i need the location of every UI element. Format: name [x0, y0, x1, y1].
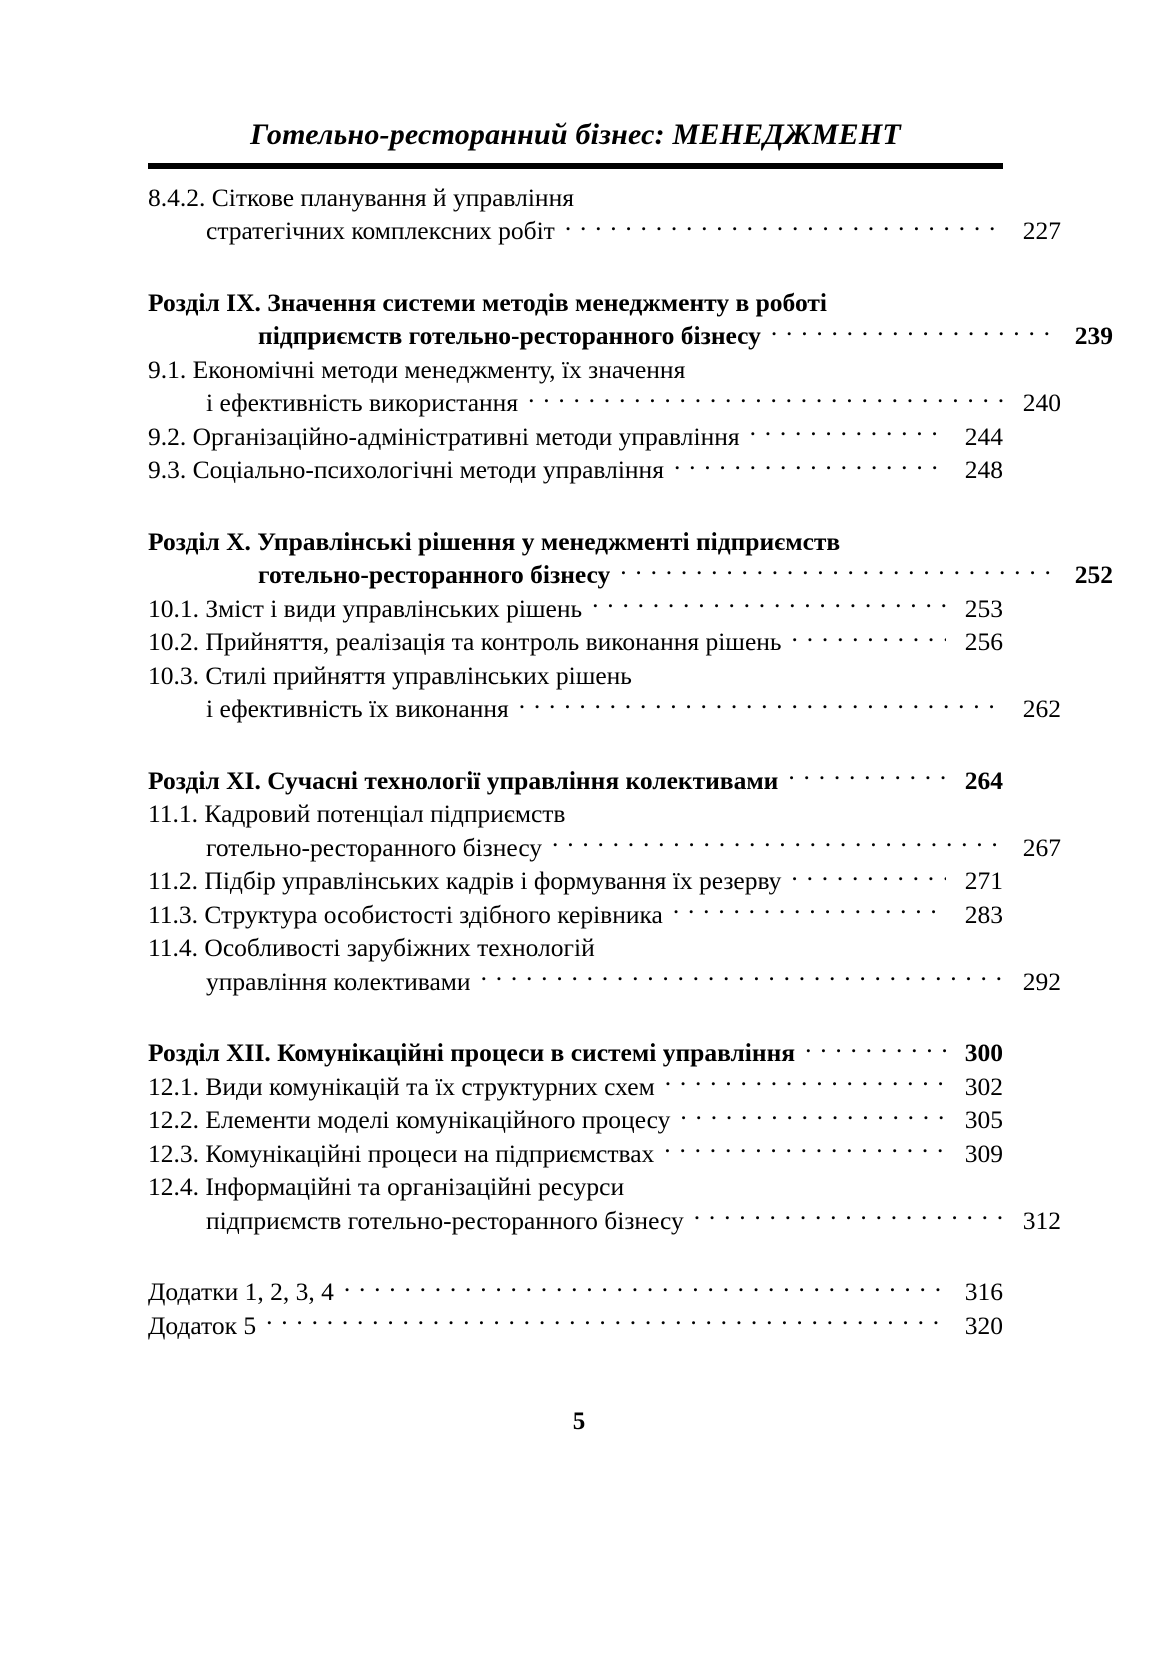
toc-entry-title: Додаток 5 [148, 1310, 257, 1340]
toc-item-entry[interactable] [148, 797, 1003, 831]
toc-item-entry[interactable] [148, 1170, 1003, 1204]
toc-entry-title: стратегічних комплексних робіт [206, 216, 555, 245]
toc-entry-title: Розділ XII. Комунікаційні процеси в системі управління [148, 1038, 796, 1067]
toc-entry-title: 12.4. Інформаційні та організаційні ресурси [148, 1172, 625, 1201]
toc-chapter-entry[interactable] [148, 1036, 1003, 1070]
toc-entry-title: 10.2. Прийняття, реалізація та контроль виконання рішень [148, 627, 782, 656]
toc-entry-title: 11.1. Кадровий потенціал підприємств [148, 799, 566, 828]
toc-leader-dots [266, 1308, 946, 1334]
toc-leader-dots [771, 319, 1056, 345]
toc-leader-dots [791, 864, 946, 890]
toc-entry-title: Додатки 1, 2, 3, 4 [148, 1277, 334, 1306]
toc-entry-title: і ефективність їх виконання [206, 694, 509, 723]
toc-item-entry[interactable] [148, 180, 1003, 214]
toc-entry-title: 12.3. Комунікаційні процеси на підприємствах [148, 1138, 655, 1168]
toc-entry-page-number: 309 [964, 1138, 1003, 1168]
toc-entry-title: готельно-ресторанного бізнесу [206, 832, 543, 862]
toc-item-entry[interactable] [148, 692, 1061, 726]
toc-entry-title: і ефективність використання [206, 388, 519, 417]
toc-leader-dots [552, 830, 1004, 856]
toc-entry-title: 11.2. Підбір управлінських кадрів і формування їх резерву [148, 866, 782, 895]
toc-item-entry[interactable] [148, 931, 1003, 965]
toc-entry-title: 11.4. Особливості зарубіжних технологій [148, 933, 595, 962]
toc-leader-dots [481, 964, 1004, 990]
toc-entry-page-number: 227 [1022, 216, 1061, 245]
toc-entry-title: готельно-ресторанного бізнесу [258, 560, 611, 589]
toc-entry-page-number: 300 [964, 1038, 1003, 1067]
toc-entry-title: 10.1. Зміст і види управлінських рішень [148, 593, 583, 623]
toc-item-entry[interactable] [148, 419, 1003, 453]
toc-entry-title: 12.1. Види комунікацій та їх структурних схем [148, 1071, 655, 1101]
toc-leader-dots [837, 285, 946, 311]
toc-chapter-entry[interactable] [148, 524, 1003, 558]
toc-item-entry[interactable] [148, 1136, 1003, 1170]
toc-leader-dots [665, 1069, 946, 1095]
toc-entry-page-number: 320 [964, 1310, 1003, 1340]
toc-leader-dots [592, 591, 946, 617]
toc-item-entry[interactable] [148, 864, 1003, 898]
toc-entry-page-number: 302 [964, 1071, 1003, 1101]
toc-item-entry[interactable] [148, 1275, 1003, 1309]
toc-entry-title: підприємств готельно-ресторанного бізнесу [206, 1205, 684, 1235]
toc-leader-dots [605, 931, 946, 957]
toc-leader-dots [664, 1136, 946, 1162]
toc-leader-dots [575, 797, 946, 823]
toc-chapter-entry[interactable] [148, 285, 1003, 319]
toc-leader-dots [584, 180, 946, 206]
section-gap [148, 725, 1003, 763]
toc-entry-page-number: 283 [964, 899, 1003, 929]
toc-item-entry[interactable] [148, 658, 1003, 692]
toc-entry-page-number: 292 [1022, 966, 1061, 996]
toc-leader-dots [805, 1036, 946, 1062]
toc-entry-page-number: 271 [964, 866, 1003, 895]
toc-item-entry[interactable] [148, 214, 1061, 248]
toc-item-entry[interactable] [148, 453, 1003, 487]
toc-item-entry[interactable] [148, 591, 1003, 625]
toc-entry-page-number: 244 [964, 421, 1003, 451]
toc-entry-title: Розділ X. Управлінські рішення у менеджменті підприємств [148, 526, 841, 556]
toc-leader-dots [694, 1203, 1004, 1229]
toc-leader-dots [680, 1103, 946, 1129]
toc-item-entry[interactable] [148, 386, 1061, 420]
toc-item-entry[interactable] [148, 897, 1003, 931]
toc-entry-page-number: 262 [1022, 694, 1061, 723]
toc-entry-title: 12.2. Елементи моделі комунікаційного процесу [148, 1105, 671, 1134]
toc-entry-page-number: 239 [1074, 321, 1113, 350]
toc-entry-page-number: 252 [1074, 560, 1113, 589]
toc-leader-dots [565, 214, 1004, 240]
section-gap [148, 1237, 1003, 1275]
toc-leader-dots [620, 558, 1056, 584]
toc-entry-title: Розділ IX. Значення системи методів менеджменту в роботі [148, 287, 827, 317]
toc-entry-title: підприємств готельно-ресторанного бізнесу [258, 321, 761, 350]
toc-leader-dots [634, 1170, 946, 1196]
toc-entry-title: 8.4.2. Сіткове планування й управління [148, 182, 574, 212]
toc-entry-page-number: 264 [964, 765, 1003, 795]
toc-entry-title: Розділ XI. Сучасні технології управління колективами [148, 765, 779, 795]
toc-leader-dots [519, 692, 1004, 718]
toc-leader-dots [750, 419, 946, 445]
toc-chapter-entry[interactable] [148, 558, 1113, 592]
toc-entry-title: 11.3. Структура особистості здібного керівника [148, 899, 663, 929]
toc-item-entry[interactable] [148, 1308, 1003, 1342]
toc-entry-page-number: 305 [964, 1105, 1003, 1134]
toc-item-entry[interactable] [148, 1103, 1003, 1137]
toc-leader-dots [642, 658, 946, 684]
section-gap [148, 486, 1003, 524]
toc-leader-dots [695, 352, 946, 378]
toc-leader-dots [673, 897, 946, 923]
toc-entry-page-number: 316 [964, 1277, 1003, 1306]
toc-entry-page-number: 253 [964, 593, 1003, 623]
toc-chapter-entry[interactable] [148, 319, 1113, 353]
toc-entry-page-number: 267 [1022, 832, 1061, 862]
toc-item-entry[interactable] [148, 830, 1061, 864]
page-number-folio: 5 [572, 1408, 586, 1435]
toc-entry-title: 9.1. Економічні методи менеджменту, їх значення [148, 354, 686, 384]
running-head: Готельно-ресторанний бізнес: МЕНЕДЖМЕНТ [250, 118, 901, 151]
toc-leader-dots [850, 524, 946, 550]
toc-entry-page-number: 256 [964, 627, 1003, 656]
toc-item-entry[interactable] [148, 964, 1061, 998]
toc-chapter-entry[interactable] [148, 763, 1003, 797]
toc-item-entry[interactable] [148, 1203, 1061, 1237]
section-gap [148, 998, 1003, 1036]
header-rule [148, 163, 1003, 169]
toc-entry-title: 9.2. Організаційно-адміністративні методи управління [148, 421, 740, 451]
toc-leader-dots [674, 453, 946, 479]
toc-entry-title: управління колективами [206, 966, 471, 996]
toc-entry-page-number: 312 [1022, 1205, 1061, 1235]
toc-item-entry[interactable] [148, 352, 1003, 386]
toc-leader-dots [788, 763, 946, 789]
toc-leader-dots [528, 386, 1004, 412]
toc-leader-dots [792, 625, 946, 651]
toc-item-entry[interactable] [148, 625, 1003, 659]
toc-entry-page-number: 240 [1022, 388, 1061, 417]
toc-entry-title: 10.3. Стилі прийняття управлінських рішень [148, 660, 632, 690]
table-of-contents [148, 180, 1113, 1342]
section-gap [148, 247, 1003, 285]
toc-entry-page-number: 248 [964, 455, 1003, 484]
toc-entry-title: 9.3. Соціально-психологічні методи управління [148, 455, 664, 484]
toc-leader-dots [344, 1275, 946, 1301]
toc-item-entry[interactable] [148, 1069, 1003, 1103]
